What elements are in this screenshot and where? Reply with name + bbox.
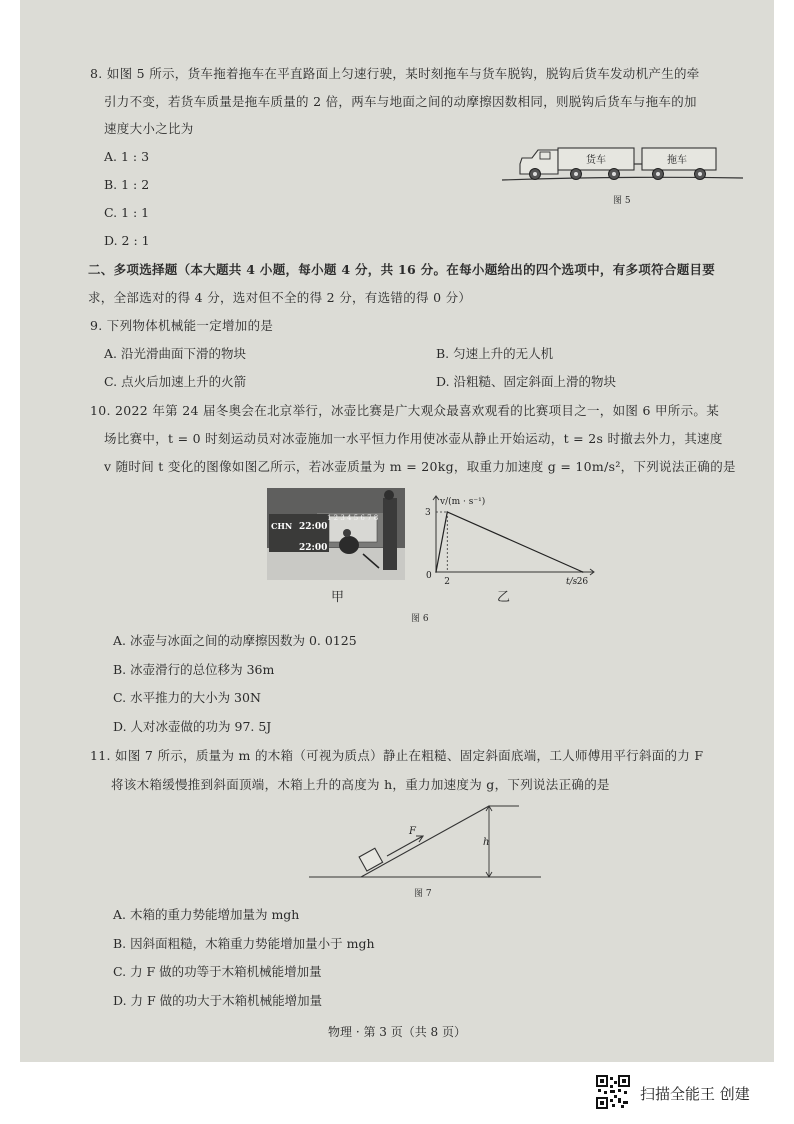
q10-stem-line1: 10. 2022 年第 24 届冬奥会在北京举行，冰壶比赛是广大观众最喜欢观看的比赛项目之一，如图 6 甲所示。某	[90, 403, 719, 418]
q8-stem-line1: 8. 如图 5 所示，货车拖着拖车在平直路面上匀速行驶，某时刻拖车与货车脱钩，脱钩后货车发动机产生的牵	[90, 66, 700, 81]
figure-6-caption: 图 6	[411, 614, 429, 624]
qr-code-icon	[596, 1075, 630, 1109]
scoreboard-time-1: 22:00	[299, 522, 328, 532]
section2-heading-line2: 求，全部选对的得 4 分，选对但不全的得 2 分，有选错的得 0 分）	[88, 290, 472, 305]
q9-stem: 9. 下列物体机械能一定增加的是	[90, 318, 274, 333]
q8-option-c: C. 1 : 1	[104, 205, 150, 220]
q9-option-b: B. 匀速上升的无人机	[436, 346, 554, 361]
figure-6-label-jia: 甲	[331, 590, 345, 605]
q9-option-d: D. 沿粗糙、固定斜面上滑的物块	[436, 374, 617, 389]
q9-option-c: C. 点火后加速上升的火箭	[104, 374, 247, 389]
y-tick-label: 3	[425, 508, 431, 518]
q11-option-b: B. 因斜面粗糙，木箱重力势能增加量小于 mgh	[113, 936, 375, 951]
force-label: F	[409, 826, 416, 837]
q11-option-c: C. 力 F 做的功等于木箱机械能增加量	[113, 964, 322, 979]
q8-stem-line2: 引力不变，若货车质量是拖车质量的 2 倍，两车与地面之间的动摩擦因数相同，则脱钩后货车与拖车的加	[104, 94, 697, 109]
x-axis-label: t/s	[566, 577, 578, 587]
q10-option-d: D. 人对冰壶做的功为 97. 5J	[113, 719, 272, 734]
figure-7-incline-diagram	[305, 800, 550, 882]
velocity-point	[446, 511, 448, 513]
q11-stem-line2: 将该木箱缓慢推到斜面顶端，木箱上升的高度为 h，重力加速度为 g，下列说法正确的是	[111, 777, 610, 792]
q8-stem-line3: 速度大小之比为	[104, 121, 194, 136]
height-label: h	[483, 837, 490, 848]
figure-5-truck-diagram	[500, 138, 745, 198]
q11-stem-line1: 11. 如图 7 所示，质量为 m 的木箱（可视为质点）静止在粗糙、固定斜面底端，工人师傅用平行斜面的力 F	[90, 748, 704, 763]
scoreboard-team: CHN	[271, 521, 293, 531]
figure-5-caption: 图 5	[613, 196, 631, 206]
trailer-label: 拖车	[667, 155, 687, 166]
scanner-brand-text: 扫描全能王 创建	[640, 1085, 750, 1103]
q10-stem-line3: v 随时间 t 变化的图像如图乙所示，若冰壶质量为 m = 20kg，取重力加速度 g = 10m/s²，下列说法正确的是	[104, 459, 736, 474]
q10-option-a: A. 冰壶与冰面之间的动摩擦因数为 0. 0125	[113, 633, 357, 648]
x-tick-label: 26	[576, 577, 589, 587]
section2-heading-line1: 二、多项选择题（本大题共 4 小题，每小题 4 分，共 16 分。在每小题给出的四个选项中，有多项符合题目要	[88, 262, 716, 277]
q8-option-d: D. 2 : 1	[104, 233, 150, 248]
q10-stem-line2: 场比赛中，t = 0 时刻运动员对冰壶施加一水平恒力作用使冰壶从静止开始运动，t = 2s 时撤去外力，其速度	[104, 431, 723, 446]
y-axis-label: v/(m · s⁻¹)	[440, 497, 486, 507]
x-tick-label: 2	[444, 577, 451, 587]
q8-option-b: B. 1 : 2	[104, 177, 150, 192]
q11-option-a: A. 木箱的重力势能增加量为 mgh	[113, 907, 300, 922]
incline-surface	[361, 806, 489, 877]
curler-figure	[339, 536, 359, 554]
origin-label: 0	[426, 571, 432, 581]
velocity-point	[435, 571, 437, 573]
q10-option-b: B. 冰壶滑行的总位移为 36m	[113, 662, 275, 677]
sweeper-figure	[383, 498, 397, 570]
q11-option-d: D. 力 F 做的功大于木箱机械能增加量	[113, 993, 323, 1008]
velocity-series-line	[436, 512, 583, 572]
figure-6-vt-graph	[420, 492, 600, 588]
q8-option-a: A. 1 : 3	[104, 149, 150, 164]
scoreboard-numbers: 1 2 3 4 5 6 7 8	[327, 514, 379, 522]
scoreboard-time-2: 22:00	[299, 543, 328, 553]
q9-option-a: A. 沿光滑曲面下滑的物块	[104, 346, 246, 361]
page-footer: 物理 · 第 3 页（共 8 页）	[328, 1025, 466, 1039]
figure-6-label-yi: 乙	[497, 590, 511, 605]
truck-label: 货车	[586, 155, 606, 166]
q10-option-c: C. 水平推力的大小为 30N	[113, 690, 261, 705]
figure-7-caption: 图 7	[414, 889, 432, 899]
figure-6-curling-photo	[267, 488, 405, 580]
velocity-point	[582, 571, 584, 573]
